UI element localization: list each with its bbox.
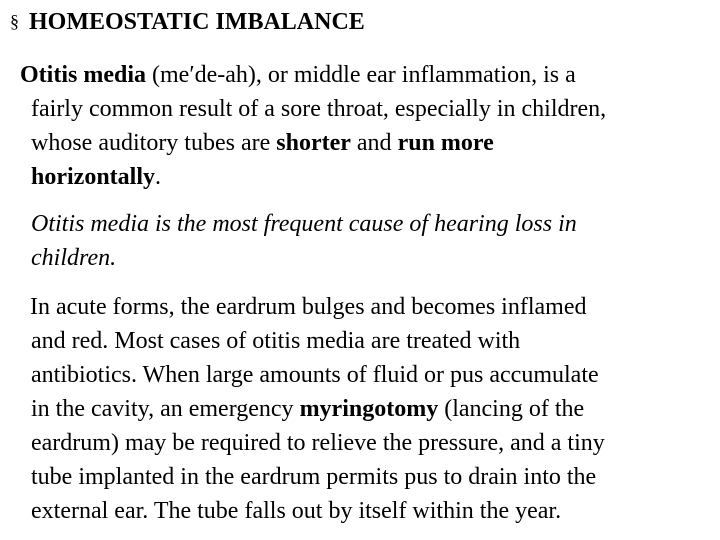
text-run: external ear. The tube falls out by itself within the year.: [31, 498, 562, 524]
text-run: (me′de-ah), or middle ear inflammation, is a: [146, 62, 576, 88]
paragraph-hearing-loss: [31, 207, 577, 275]
text-run: In acute forms, the eardrum bulges and becomes inflamed: [30, 294, 587, 320]
text-run: Otitis media is the most frequent cause of hearing loss in: [31, 211, 577, 237]
text-line: [31, 207, 577, 241]
bold-term: run more: [397, 130, 494, 156]
text-line: [20, 126, 606, 160]
text-run: antibiotics. When large amounts of fluid or pus accumulate: [31, 362, 599, 388]
text-line: [30, 460, 605, 494]
text-line: [20, 160, 606, 194]
text-line: [30, 324, 605, 358]
text-line: [20, 92, 606, 126]
text-run: whose auditory tubes are: [31, 130, 277, 156]
text-run: fairly common result of a sore throat, especially in children,: [31, 96, 607, 122]
text-run: eardrum) may be required to relieve the pressure, and a tiny: [31, 430, 605, 456]
bold-term: Otitis media: [20, 62, 146, 88]
text-line: [30, 358, 605, 392]
bold-term: horizontally: [31, 164, 155, 190]
heading-title: HOMEOSTATIC IMBALANCE: [29, 9, 365, 35]
text-run: (lancing of the: [438, 396, 585, 422]
text-line: [30, 494, 605, 528]
text-line: [31, 241, 577, 275]
text-run: and: [350, 130, 398, 156]
text-line: [30, 426, 605, 460]
bold-term: myringotomy: [299, 396, 439, 422]
paragraph-otitis-definition: [20, 58, 606, 194]
section-bullet-icon: §: [10, 11, 19, 31]
text-run: children.: [31, 245, 117, 271]
text-run: .: [155, 164, 161, 190]
text-line: [20, 58, 606, 92]
text-line: [30, 290, 605, 324]
bold-term: shorter: [276, 130, 351, 156]
text-run: tube implanted in the eardrum permits pus to drain into the: [31, 464, 597, 490]
paragraph-treatment: [30, 290, 605, 528]
text-line: [30, 392, 605, 426]
text-run: and red. Most cases of otitis media are treated with: [31, 328, 521, 354]
slide-heading: [10, 6, 365, 37]
text-run: in the cavity, an emergency: [31, 396, 300, 422]
